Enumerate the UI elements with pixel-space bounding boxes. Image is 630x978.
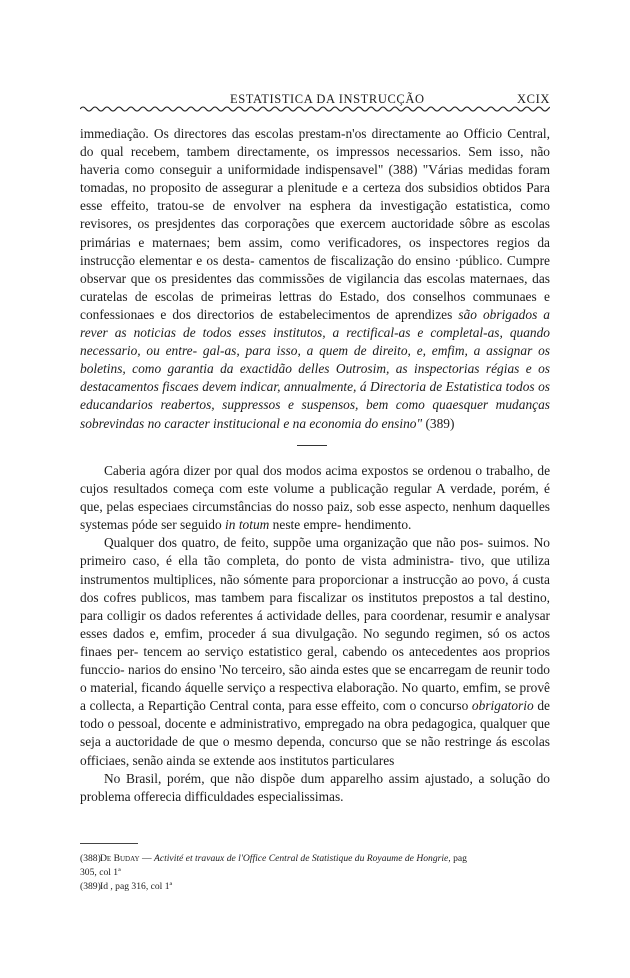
quoted-passage: [80, 125, 550, 433]
page-number: XCIX: [517, 92, 550, 106]
footnote-number: (389): [80, 881, 101, 892]
footnote-title: Activité et travaux de l'Office Central de Statistique du Royaume de Hongrie,: [153, 853, 451, 864]
text-line: tencem ao serviço estatistico geral, cabendo os antecedentes aos proprios funccio-: [80, 643, 551, 678]
text-line: proceder á sua divulgação. No segundo regimen, só os actos finaes per-: [80, 625, 550, 659]
italic-text: são obrigados a rever as noticias de: [80, 306, 550, 341]
text-line: camentos de fiscalização do ensino ·público. Cumpre observar que os presidentes: [80, 252, 550, 286]
text-line: que exercem auctoridade sôbre as escolas primárias e maternaes; bem assim,: [80, 216, 550, 250]
text-line: pedagogica, qualquer que seja a auctoridade de que o mesmo dependa, concurso: [80, 716, 550, 750]
italic-text: da exactidão delles Outrosim, as inspectorias régias e os destacamentos fiscaes: [80, 361, 550, 395]
footnote-text: Id , pag 316, col 1ª: [100, 881, 173, 892]
text-line: Sem isso, não haveria como conseguir a uniformidade indispensavel" (388): [80, 144, 550, 178]
main-text: [80, 462, 550, 806]
text-line: directorios de estabelecimentos de aprendizes: [196, 306, 453, 322]
footnote-ref: (389): [422, 415, 455, 431]
footnote-389: [80, 880, 550, 894]
text-line: o trabalho, de cujos resultados começa com este volume a publicação regular: [80, 463, 551, 497]
italic-text: no caracter institucional e na economia do ensino": [147, 415, 423, 431]
text-line: que se não restringe ás escolas officiaes, senão ainda se extende aos institutos: [80, 734, 551, 768]
footnote-author: De Buday: [100, 853, 140, 864]
text-line: hendimento.: [344, 517, 412, 533]
text-line: de todo o pessoal, docente e administrativo, empregado na obra: [80, 698, 550, 732]
wavy-header-rule: [80, 104, 550, 114]
text-line: neste empre-: [269, 517, 342, 533]
text-line: como verificadores, os inspectores regios da instrucção elementar e os desta-: [80, 234, 550, 268]
text-line: Central, do qual recebem, tambem directamente, os impressos necessarios.: [80, 126, 550, 160]
section-separator: [297, 445, 327, 446]
paragraph: [80, 770, 550, 806]
footnote-dash: —: [139, 853, 154, 864]
text-line: instrucção ao povo, á custa dos cofres publicos, mas tambem para fiscalizar: [80, 571, 550, 605]
paragraph: [80, 534, 550, 769]
text-line: das commissões de vigilancia das escolas maternaes, das curatelas de escolas: [80, 270, 550, 304]
footnote-tail: pag: [450, 853, 467, 864]
text-line: Caberia agóra dizer por qual dos modos acima expostos se ordenou: [104, 463, 472, 478]
italic-text: todos esses institutos, a rectifical-as e completal-as, quando necessario, ou entre-: [80, 325, 550, 359]
footnote-388: [80, 852, 550, 866]
paragraph: [80, 462, 550, 534]
text-line: os institutos prepostos a tal destino, para colligir os dados referentes á: [80, 589, 550, 623]
text-line: certeza dos subsidios obtidos Para esse effeito, tratou-se de envolver na: [80, 180, 550, 214]
text-line: do problema offerecia difficuldades especialissimas.: [80, 770, 550, 804]
italic-text: reabertos, suppressos e suspensos, bem como quaesquer mudanças sobrevindas: [80, 397, 550, 431]
text-line: suimos. No primeiro caso, é ella tão completa, do ponto de vista administra-: [80, 535, 550, 569]
italic-text: in totum: [221, 517, 270, 533]
text-line: particulares: [331, 752, 395, 768]
text-line: de primeiras lettras do Estado, dos conselhos communaes e confessionaes e dos: [80, 288, 550, 322]
text-line: tivo, que utiliza instrumentos multiplices, não sómente para proporcionar a: [80, 553, 550, 587]
footnote-number: (388): [80, 853, 101, 864]
text-line: o material, ficando áquelle serviço a respectiva elaboração. No quarto, emfim,: [80, 680, 502, 696]
text-line: se provê a collecta, a Repartição Central conta, para esse effeito, com o concurso: [80, 680, 550, 714]
footnotes: [80, 852, 550, 894]
footnote-rule: [80, 843, 138, 844]
italic-text: devem indicar, annualmente, á Directoria de Estatistica todos os educandarios: [80, 379, 550, 413]
text-line: aspecto, nenhum daquelles systemas póde ser seguido: [80, 499, 551, 533]
text-line: narios do ensino 'No terceiro, são ainda estes que se encarregam de reunir todo: [128, 662, 550, 678]
italic-text: gal-as, para isso, a quem de direito, e, emfim, a assignar os boletins, como garantia: [80, 343, 550, 377]
text-line: "Várias medidas foram tomadas, no proposito de assegurar a plenitude e a: [80, 162, 550, 196]
running-title: ESTATISTICA DA INSTRUCÇÃO: [230, 92, 425, 106]
text-line: A verdade, porém, é que, pelas especiaes circumstâncias do nosso paiz, sob esse: [80, 481, 550, 515]
text-line: Qualquer dos quatro, de feito, suppõe uma organização que não pos-: [104, 535, 484, 551]
text-line: esphera da investigação estatistica, como revisores, os presjdentes das corporações: [80, 198, 550, 232]
footnote-text: 305, col 1ª: [80, 867, 121, 878]
footnote-388-continued: [80, 866, 550, 880]
text-line: immediação. Os directores das escolas prestam-n'os directamente ao Officio: [80, 126, 503, 141]
text-line: No Brasil, porém, que não dispõe dum apparelho assim ajustado, a solução: [104, 770, 531, 786]
italic-text: obrigatorio: [471, 698, 534, 714]
text-line: actividade delles, para coordenar, resumir e analysar esses dados e, emfim,: [80, 607, 550, 641]
